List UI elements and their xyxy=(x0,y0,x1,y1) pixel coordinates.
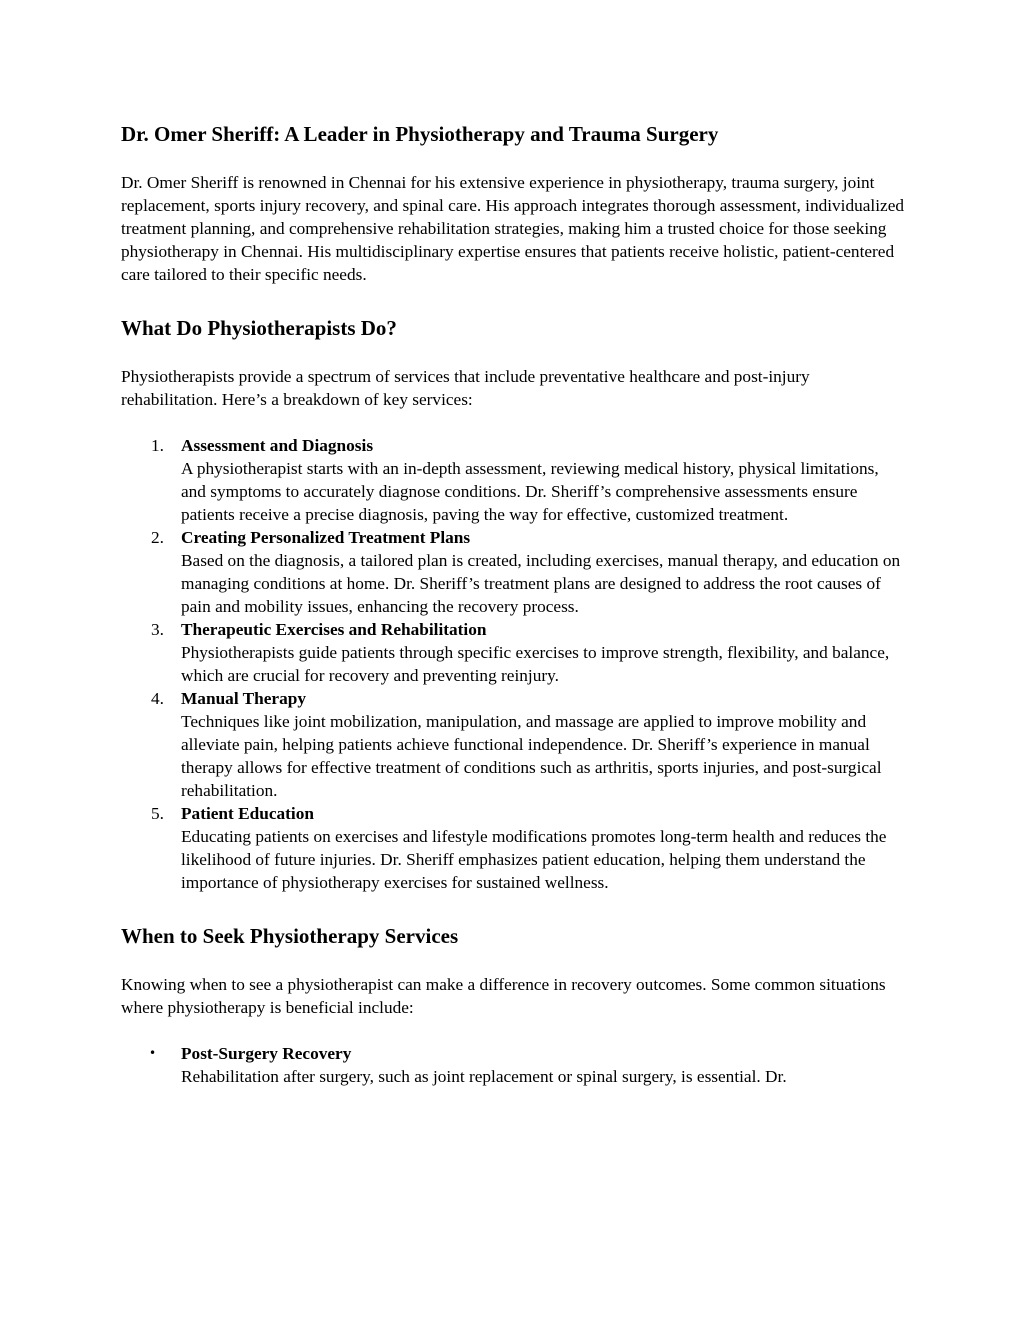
situations-bullet-list xyxy=(121,1042,906,1088)
list-item-text: A physiotherapist starts with an in-depth assessment, reviewing medical history, physical limitations, and symptoms to accurately diagnose conditions. Dr. Sheriff’s comprehensive assessments ensure patients receive a precise diagnosis, paving the way for effective, customized treatment. xyxy=(181,459,879,524)
services-intro-paragraph: Physiotherapists provide a spectrum of services that include preventative healthcare and post-injury rehabilitation. Here’s a breakdown of key services: xyxy=(121,367,810,409)
list-number: 4. xyxy=(151,689,164,708)
section-heading-dr-omer-sheriff: Dr. Omer Sheriff: A Leader in Physiotherapy and Trauma Surgery xyxy=(121,122,719,146)
list-number: 2. xyxy=(151,528,164,547)
list-item-title: Post-Surgery Recovery xyxy=(181,1044,352,1063)
list-item-text: Physiotherapists guide patients through specific exercises to improve strength, flexibility, and balance, which are crucial for recovery and preventing reinjury. xyxy=(181,643,890,685)
bullet-icon: • xyxy=(149,1046,157,1060)
section-heading-when-to-seek: When to Seek Physiotherapy Services xyxy=(121,924,459,948)
list-item xyxy=(121,526,906,618)
list-item-text: Educating patients on exercises and lifestyle modifications promotes long-term health and reduces the likelihood of future injuries. Dr. Sheriff emphasizes patient education, helping them understand the importance of physiotherapy exercises for sustained wellness. xyxy=(181,827,887,892)
list-item-text: Techniques like joint mobilization, manipulation, and massage are applied to improve mobility and alleviate pain, helping patients achieve functional independence. Dr. Sheriff’s experience in manual therapy allows for effective treatment of conditions such as arthritis, sports injuries, and post-surgical rehabilitation. xyxy=(181,712,882,800)
services-numbered-list xyxy=(121,434,906,894)
intro-paragraph: Dr. Omer Sheriff is renowned in Chennai for his extensive experience in physiotherapy, trauma surgery, joint replacement, sports injury recovery, and spinal care. His approach integrates thorough assessment, individualized treatment planning, and comprehensive rehabilitation strategies, making him a trusted choice for those seeking physiotherapy in Chennai. His multidisciplinary expertise ensures that patients receive holistic, patient-centered care tailored to their specific needs. xyxy=(121,173,905,284)
list-item-text: Rehabilitation after surgery, such as joint replacement or spinal surgery, is essential. Dr. xyxy=(181,1067,787,1086)
list-number: 3. xyxy=(151,620,164,639)
list-item xyxy=(121,802,906,894)
list-number: 5. xyxy=(151,804,164,823)
list-item-title: Manual Therapy xyxy=(181,689,306,708)
document-page xyxy=(121,120,906,1088)
list-item-title: Assessment and Diagnosis xyxy=(181,436,374,455)
list-item-title: Therapeutic Exercises and Rehabilitation xyxy=(181,620,487,639)
list-item-title: Creating Personalized Treatment Plans xyxy=(181,528,471,547)
list-item xyxy=(121,434,906,526)
list-item xyxy=(121,618,906,687)
list-item xyxy=(121,1042,906,1088)
list-item-title: Patient Education xyxy=(181,804,314,823)
when-to-seek-paragraph: Knowing when to see a physiotherapist can make a difference in recovery outcomes. Some common situations where physiotherapy is beneficial include: xyxy=(121,975,886,1017)
list-item xyxy=(121,687,906,802)
list-number: 1. xyxy=(151,436,164,455)
section-heading-what-physiotherapists-do: What Do Physiotherapists Do? xyxy=(121,316,397,340)
list-item-text: Based on the diagnosis, a tailored plan is created, including exercises, manual therapy, and education on managing conditions at home. Dr. Sheriff’s treatment plans are designed to address the root causes of pain and mobility issues, enhancing the recovery process. xyxy=(181,551,901,616)
